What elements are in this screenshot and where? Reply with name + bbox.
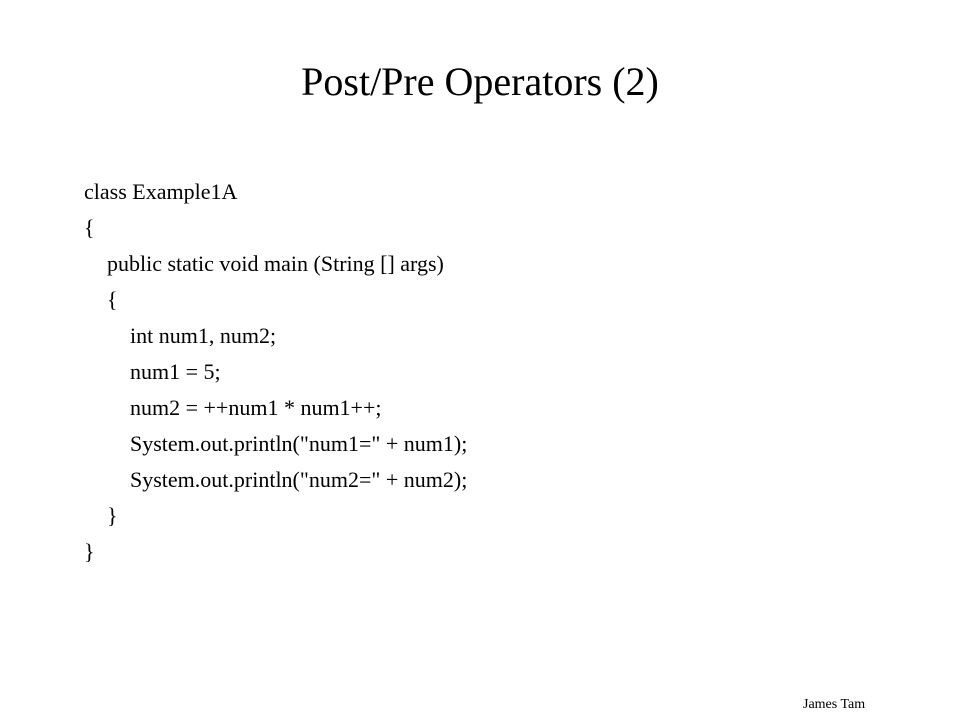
code-line-main-signature: public static void main (String [] args) bbox=[107, 251, 444, 276]
code-line-class-close-brace: } bbox=[84, 539, 95, 564]
code-line-variable-declaration: int num1, num2; bbox=[130, 323, 277, 348]
slide-title: Post/Pre Operators (2) bbox=[301, 59, 659, 104]
code-line-num1-assignment: num1 = 5; bbox=[130, 359, 221, 384]
code-line-num2-assignment: num2 = ++num1 * num1++; bbox=[130, 395, 382, 420]
code-line-class-open-brace: { bbox=[84, 215, 95, 240]
code-line-main-close-brace: } bbox=[107, 503, 118, 528]
code-line-print-num2: System.out.println("num2=" + num2); bbox=[130, 467, 468, 492]
slide-author: James Tam bbox=[803, 697, 866, 712]
code-line-main-open-brace: { bbox=[107, 287, 118, 312]
code-line-print-num1: System.out.println("num1=" + num1); bbox=[130, 431, 468, 456]
code-line-class-declaration: class Example1A bbox=[84, 179, 238, 204]
